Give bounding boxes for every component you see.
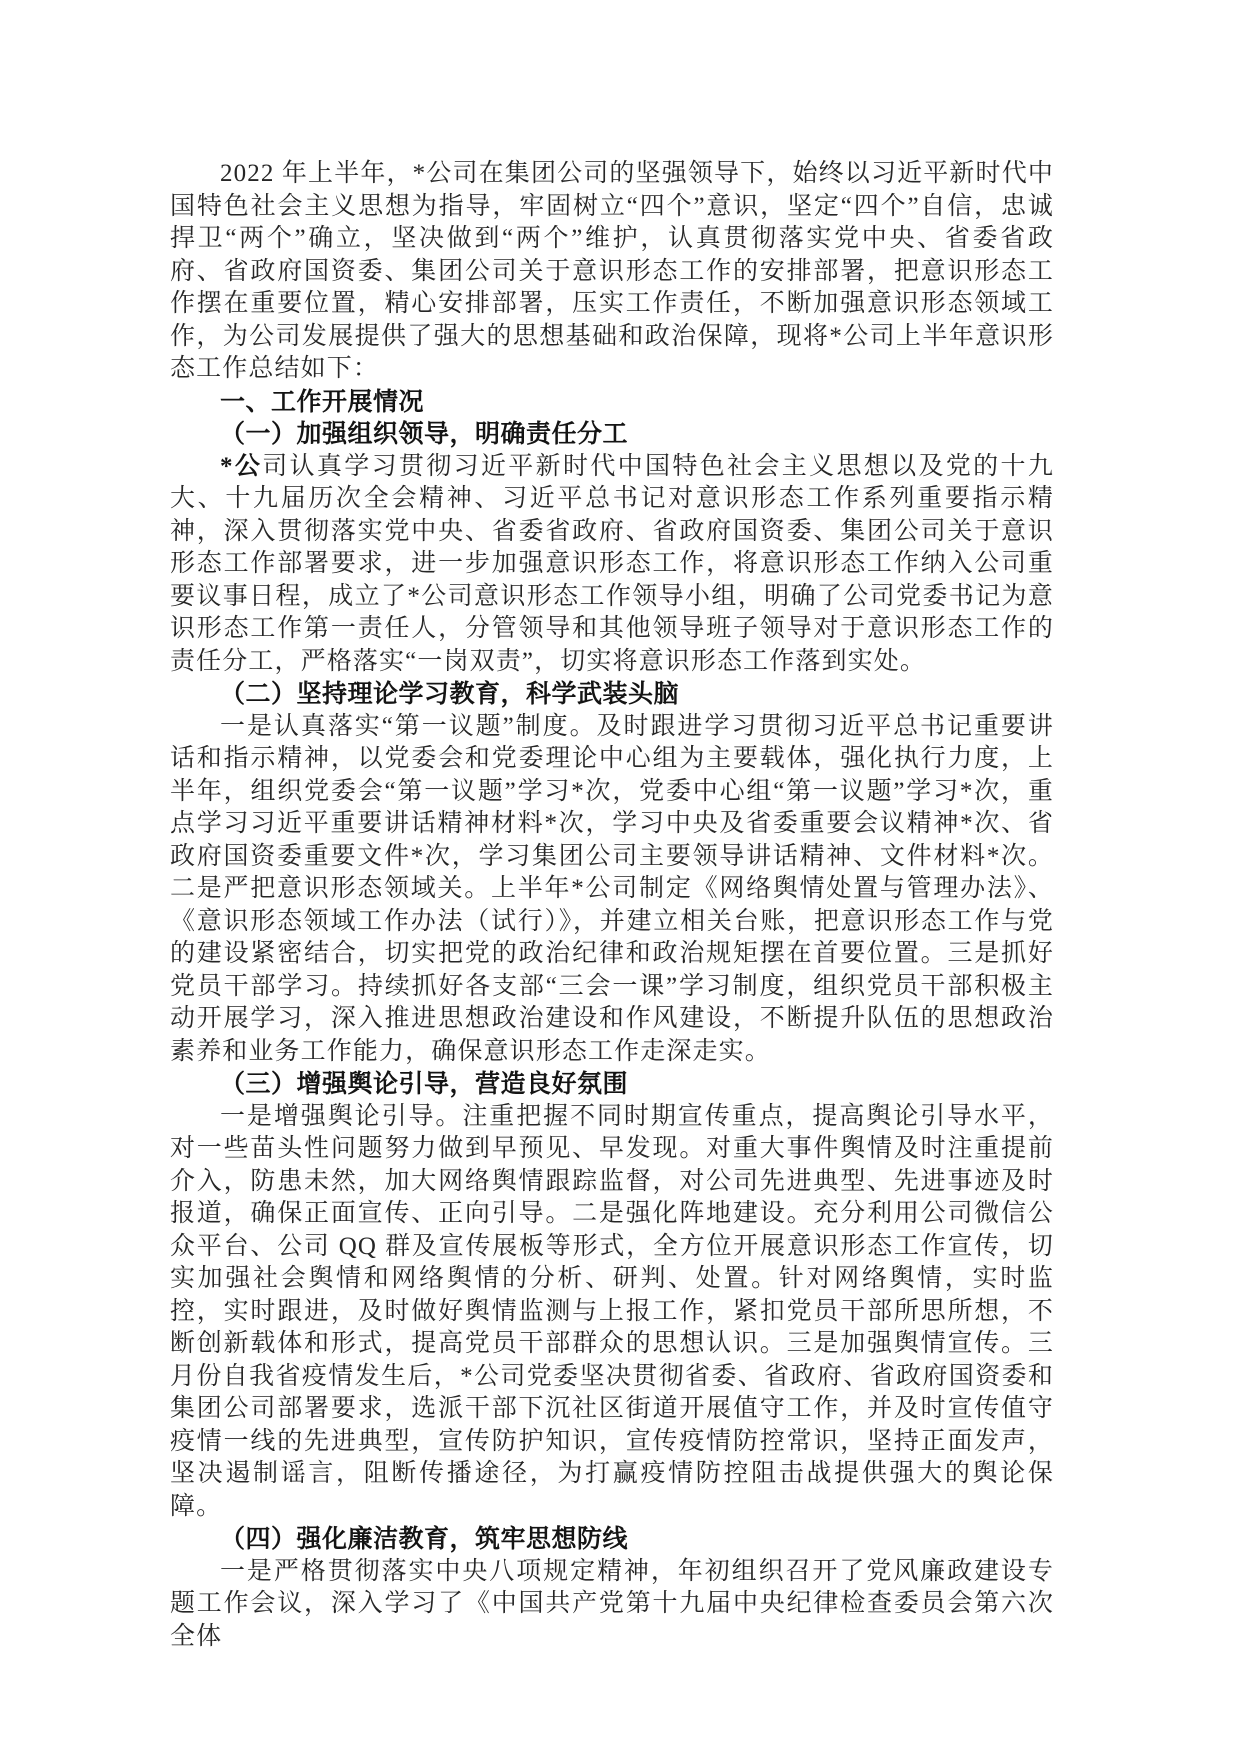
document-content bbox=[170, 158, 1054, 1653]
subsection-heading bbox=[170, 418, 1054, 451]
bold-text-run: 一、工作开展情况 bbox=[220, 387, 425, 416]
text-run: 司认真学习贯彻习近平新时代中国特色社会主义思想以及党的十九大、十九届历次全会精神、习近平总书记对意识形态工作系列重要指示精神，深入贯彻落实党中央、省委省政府、省政府国资委、集团公司关于意识形态工作部署要求，进一步加强意识形态工作，将意识形态工作纳入公司重要议事日程，成立了*公司意识形态工作领导小组，明确了公司党委书记为意识形态工作第一责任人，分管领导和其他领导班子领导对于意识形态工作的责任分工，严格落实“一岗双责”，切实将意识形态工作落到实处。 bbox=[170, 452, 1054, 675]
text-run: 2022 年上半年，*公司在集团公司的坚强领导下，始终以习近平新时代中国特色社会主义思想为指导，牢固树立“四个”意识，坚定“四个”自信，忠诚捍卫“两个”确立，坚决做到“两个”维护，认真贯彻落实党中央、省委省政府、省政府国资委、集团公司关于意识形态工作的安排部署，把意识形态工作摆在重要位置，精心安排部署，压实工作责任，不断加强意识形态领域工作，为公司发展提供了强大的思想基础和政治保障，现将*公司上半年意识形态工作总结如下： bbox=[170, 160, 1054, 382]
subsection-heading bbox=[170, 1523, 1054, 1556]
paragraph bbox=[170, 1101, 1054, 1524]
paragraph bbox=[170, 451, 1054, 679]
bold-text-run: （二）坚持理论学习教育，科学武装头脑 bbox=[220, 680, 680, 708]
paragraph bbox=[170, 1556, 1054, 1654]
bold-text-run: （四）强化廉洁教育，筑牢思想防线 bbox=[220, 1525, 629, 1553]
bold-text-run: （一）加强组织领导，明确责任分工 bbox=[220, 420, 629, 448]
text-run: 一是严格贯彻落实中央八项规定精神，年初组织召开了党风廉政建设专题工作会议，深入学习了《中国共产党第十九届中央纪律检查委员会第六次全体 bbox=[170, 1557, 1054, 1650]
paragraph bbox=[170, 158, 1054, 386]
section-heading bbox=[170, 386, 1054, 419]
subsection-heading bbox=[170, 678, 1054, 711]
text-run: 一是增强舆论引导。注重把握不同时期宣传重点，提高舆论引导水平，对一些苗头性问题努力做到早预见、早发现。对重大事件舆情及时注重提前介入，防患未然，加大网络舆情跟踪监督，对公司先进典型、先进事迹及时报道，确保正面宣传、正向引导。二是强化阵地建设。充分利用公司微信公众平台、公司 QQ 群及宣传展板等形式，全方位开展意识形态工作宣传，切实加强社会舆情和网络舆情的分析、研判、处置。针对网络舆情，实时监控，实时跟进，及时做好舆情监测与上报工作，紧扣党员干部所思所想，不断创新载体和形式，提高党员干部群众的思想认识。三是加强舆情宣传。三月份自我省疫情发生后，*公司党委坚决贯彻省委、省政府、省政府国资委和集团公司部署要求，选派干部下沉社区街道开展值守工作，并及时宣传值守疫情一线的先进典型，宣传防护知识，宣传疫情防控常识，坚持正面发声，坚决遏制谣言，阻断传播途径，为打赢疫情防控阻击战提供强大的舆论保障。 bbox=[170, 1102, 1054, 1520]
subsection-heading bbox=[170, 1068, 1054, 1101]
text-run: 一是认真落实“第一议题”制度。及时跟进学习贯彻习近平总书记重要讲话和指示精神，以党委会和党委理论中心组为主要载体，强化执行力度，上半年，组织党委会“第一议题”学习*次，党委中心组“第一议题”学习*次，重点学习习近平重要讲话精神材料*次，学习中央及省委重要会议精神*次、省政府国资委重要文件*次，学习集团公司主要领导讲话精神、文件材料*次。二是严把意识形态领域关。上半年*公司制定《网络舆情处置与管理办法》、《意识形态领域工作办法（试行）》，并建立相关台账，把意识形态工作与党的建设紧密结合，切实把党的政治纪律和政治规矩摆在首要位置。三是抓好党员干部学习。持续抓好各支部“三会一课”学习制度，组织党员干部积极主动开展学习，深入推进思想政治建设和作风建设，不断提升队伍的思想政治素养和业务工作能力，确保意识形态工作走深走实。 bbox=[170, 712, 1054, 1065]
paragraph bbox=[170, 711, 1054, 1069]
bold-text-run: *公 bbox=[220, 452, 263, 480]
bold-text-run: （三）增强舆论引导，营造良好氛围 bbox=[220, 1070, 629, 1098]
